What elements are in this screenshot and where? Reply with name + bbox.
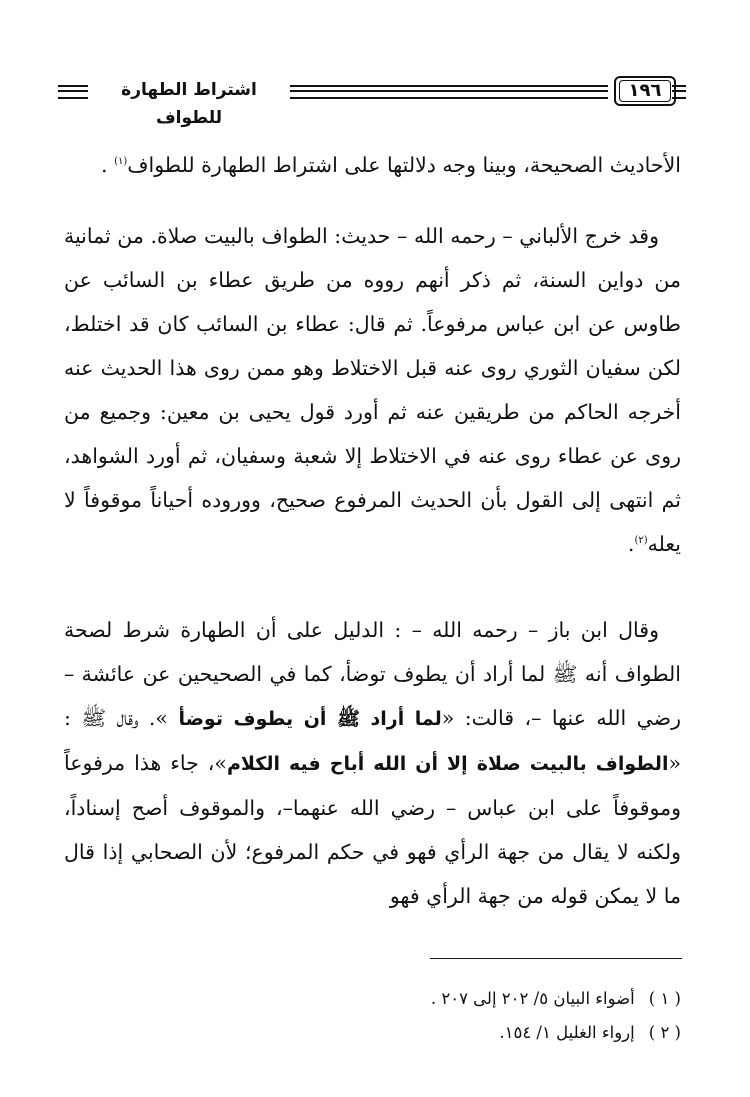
footnote-ref-1: (١) [114,156,128,168]
paragraph-3-text-c: ». وقال ﷺ : « [64,706,681,775]
paragraph-3 [64,608,681,918]
paragraph-1-end: . [101,153,115,177]
header-rule-right [672,85,686,99]
running-title: اشتراط الطهارة للطواف [121,80,257,128]
paragraph-1-text: الأحاديث الصحيحة، وبينا وجه دلالتها على اشتراط الطهارة للطواف [127,153,681,177]
paragraph-2 [64,214,681,566]
footnotes [64,982,681,1050]
footnote-ref-2: (٢) [634,535,648,547]
footnote-1-number: ( ١ ) [648,989,681,1008]
footnote-2 [64,1016,681,1050]
header-rule-left [58,85,88,99]
paragraph-1 [64,145,681,185]
paragraph-2-end: . [627,532,635,556]
page-header [58,76,686,128]
header-rule-middle [290,85,608,99]
footnote-1-text: أضواء البيان ٥/ ٢٠٢ إلى ٢٠٧ . [430,989,635,1008]
hadith-quote-1: لما أراد ﷺ أن يطوف توضأ [178,708,442,730]
page-number: ١٩٦ [614,76,676,106]
footnote-2-number: ( ٢ ) [648,1023,681,1042]
footnote-1 [64,982,681,1016]
hadith-quote-2: الطواف بالبيت صلاة إلا أن الله أباح فيه الكلام [226,753,669,775]
footnote-separator [430,958,682,959]
footnote-2-text: إرواء الغليل ١/ ١٥٤. [499,1023,635,1042]
paragraph-3-text-e: »، جاء هذا مرفوعاً وموقوفاً على ابن عباس – رضي الله عنهما–، والموقوف أصح إسناداً، ولكنه لا يقال من جهة الرأي فهو في حكم المرفوع؛ لأن الصحابي إذا قال ما لا يمكن قوله من جهة الرأي فهو [64,751,681,908]
paragraph-2-text: وقد خرج الألباني – رحمه الله – حديث: الطواف بالبيت صلاة. من ثمانية من دواين السنة، ثم ذكر أنهم رووه من طريق عطاء بن السائب عن طاوس عن ابن عباس مرفوعاً. ثم قال: عطاء بن السائب كان قد اختلط، لكن سفيان الثوري روى عنه قبل الاختلاط وهو ممن روى هذا الحديث عنه أخرجه الحاكم من طريقين عنه ثم أورد قول يحيى بن معين: وجميع من روى عن عطاء روى عنه في الاختلاط إلا شعبة وسفيان، ثم أورد الشواهد، ثم انتهى إلى القول بأن الحديث المرفوع صحيح، ووروده أحياناً موقوفاً لا يعله [64,224,681,556]
paragraph-3-text-a: وقال ابن باز – رحمه الله – : الدليل على أن الطهارة شرط لصحة الطواف أنه ﷺ لما أراد أن يطوف توضأ، كما في الصحيحين عن عائشة – رضي الله عنها –، قالت: « [64,618,681,730]
